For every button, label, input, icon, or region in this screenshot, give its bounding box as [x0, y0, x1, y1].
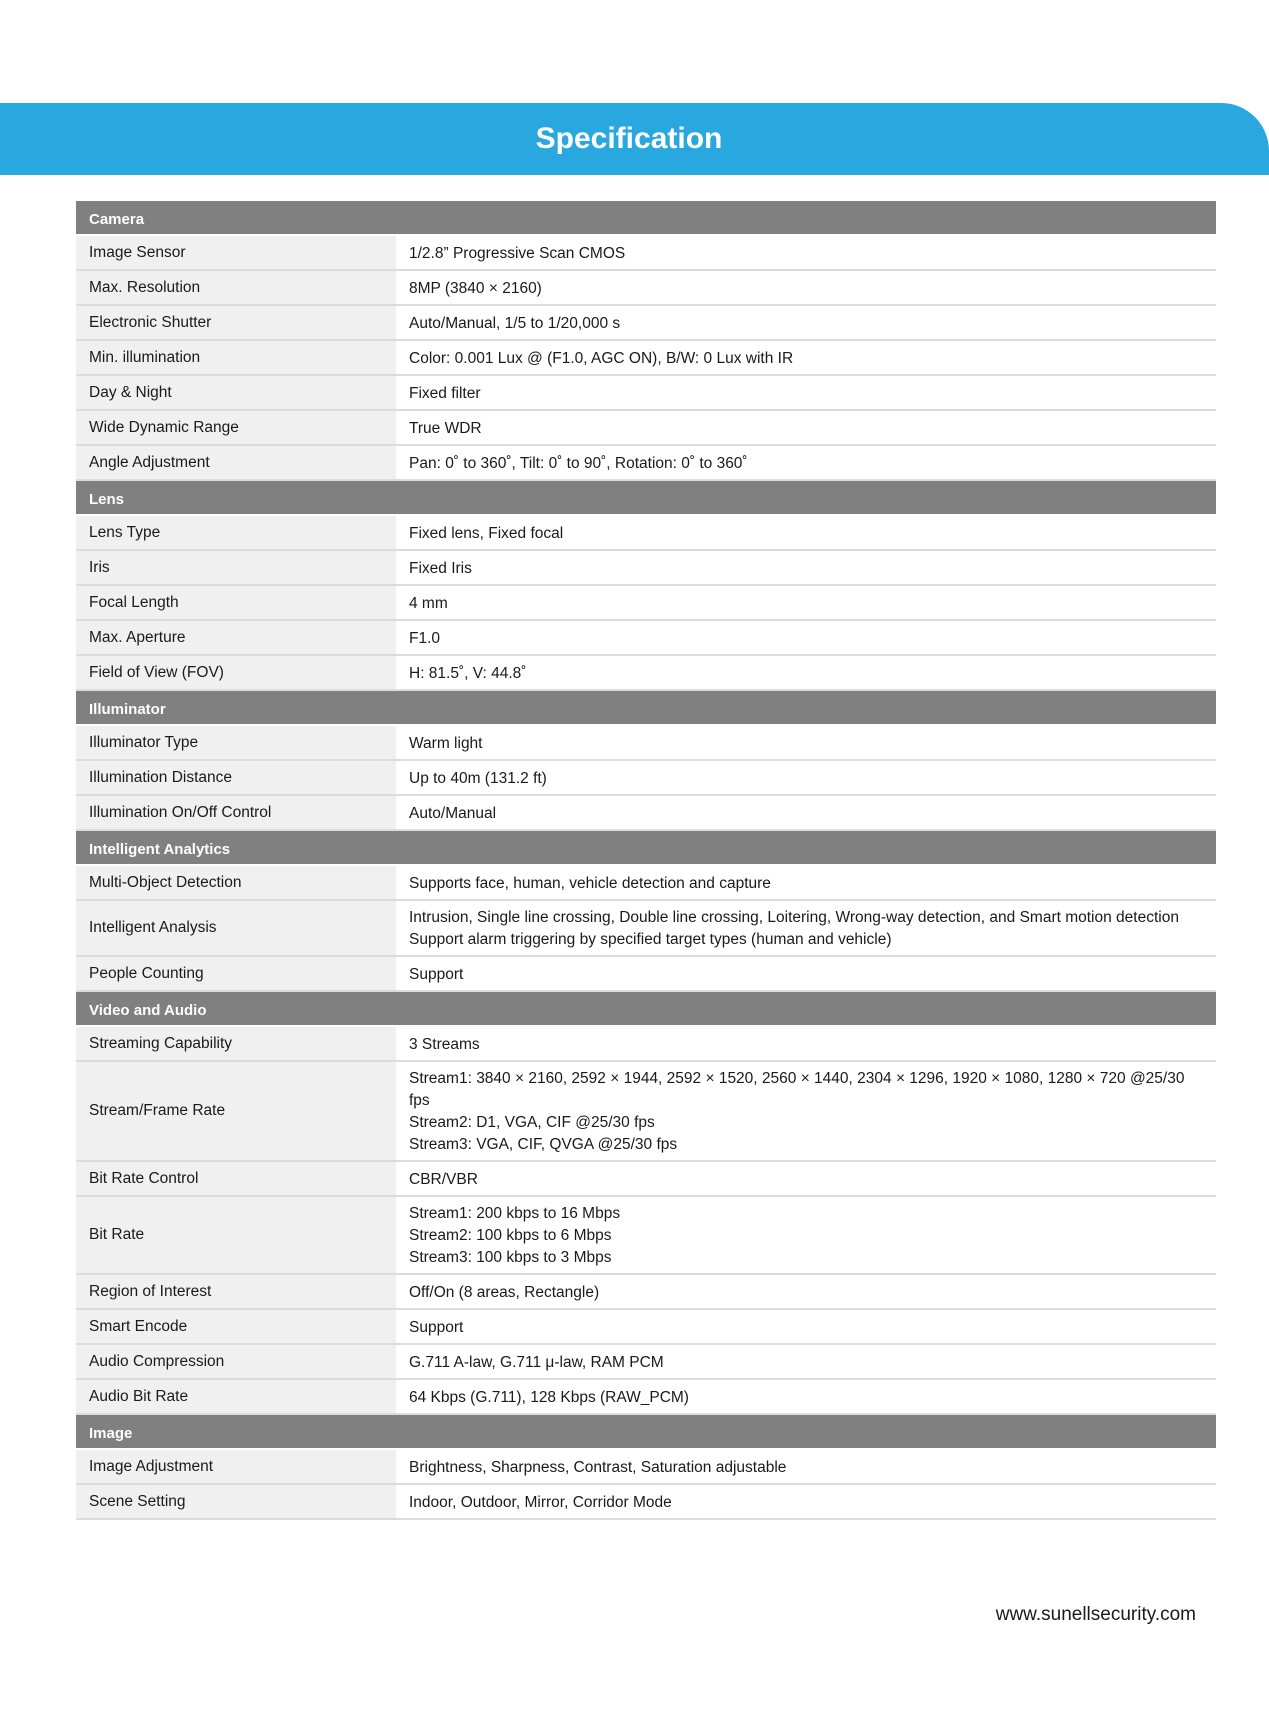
spec-row	[76, 1310, 1216, 1345]
spec-value	[397, 1027, 1216, 1060]
spec-row	[76, 796, 1216, 831]
section-header: Camera	[76, 201, 1216, 236]
spec-label: Day & Night	[76, 376, 397, 409]
spec-value-line: 3 Streams	[409, 1035, 480, 1053]
spec-value	[397, 656, 1216, 689]
spec-row	[76, 726, 1216, 761]
spec-value	[397, 446, 1216, 479]
spec-row	[76, 516, 1216, 551]
spec-value-line: Auto/Manual	[409, 804, 497, 822]
spec-value-line: Stream3: 100 kbps to 3 Mbps	[409, 1249, 612, 1266]
spec-value	[397, 1197, 1216, 1273]
spec-row	[76, 271, 1216, 306]
spec-row	[76, 341, 1216, 376]
spec-value-line: 1/2.8” Progressive Scan CMOS	[409, 244, 626, 262]
spec-label: Scene Setting	[76, 1485, 397, 1518]
spec-value-line: Stream1: 3840 × 2160, 2592 × 1944, 2592 × 1520, 2560 × 1440, 2304 × 1296, 1920 × 1080, 1280 × 720 @25/30 fps	[409, 1070, 1185, 1109]
spec-value-line: Auto/Manual, 1/5 to 1/20,000 s	[409, 314, 621, 332]
spec-row	[76, 236, 1216, 271]
page-title: Specification	[535, 122, 723, 155]
spec-label: Audio Compression	[76, 1345, 397, 1378]
spec-value	[397, 551, 1216, 584]
spec-value-line: Brightness, Sharpness, Contrast, Saturation adjustable	[409, 1458, 787, 1476]
section-header: Video and Audio	[76, 992, 1216, 1027]
spec-value-line: Stream1: 200 kbps to 16 Mbps	[409, 1205, 621, 1222]
spec-value	[397, 586, 1216, 619]
title-banner	[0, 103, 1269, 175]
spec-row	[76, 1027, 1216, 1062]
spec-label: Min. illumination	[76, 341, 397, 374]
spec-label: Field of View (FOV)	[76, 656, 397, 689]
spec-row	[76, 656, 1216, 691]
spec-label: Intelligent Analysis	[76, 901, 397, 955]
spec-label: Focal Length	[76, 586, 397, 619]
spec-label: Iris	[76, 551, 397, 584]
spec-label: Region of Interest	[76, 1275, 397, 1308]
spec-value	[397, 726, 1216, 759]
spec-label: Multi-Object Detection	[76, 866, 397, 899]
spec-value	[397, 411, 1216, 444]
spec-value-line: Stream2: 100 kbps to 6 Mbps	[409, 1227, 612, 1244]
spec-value	[397, 866, 1216, 899]
spec-row	[76, 1197, 1216, 1275]
spec-label: Smart Encode	[76, 1310, 397, 1343]
spec-label: Illumination On/Off Control	[76, 796, 397, 829]
spec-label: Electronic Shutter	[76, 306, 397, 339]
spec-value-line: True WDR	[409, 419, 482, 437]
spec-value-line: Color: 0.001 Lux @ (F1.0, AGC ON), B/W: 0 Lux with IR	[409, 349, 794, 367]
spec-value	[397, 1380, 1216, 1413]
footer-website: www.sunellsecurity.com	[995, 1604, 1196, 1625]
spec-value-line: Supports face, human, vehicle detection and capture	[409, 874, 771, 892]
spec-row	[76, 411, 1216, 446]
spec-row	[76, 1162, 1216, 1197]
spec-row	[76, 901, 1216, 957]
spec-value	[397, 376, 1216, 409]
spec-label: Bit Rate Control	[76, 1162, 397, 1195]
spec-row	[76, 1345, 1216, 1380]
spec-row	[76, 866, 1216, 901]
spec-row	[76, 1485, 1216, 1520]
spec-value-line: 8MP (3840 × 2160)	[409, 279, 542, 297]
spec-label: Bit Rate	[76, 1197, 397, 1273]
spec-value-line: Stream2: D1, VGA, CIF @25/30 fps	[409, 1114, 655, 1131]
spec-label: People Counting	[76, 957, 397, 990]
section-header: Image	[76, 1415, 1216, 1450]
spec-value	[397, 516, 1216, 549]
spec-row	[76, 1275, 1216, 1310]
spec-label: Image Adjustment	[76, 1450, 397, 1483]
spec-row	[76, 957, 1216, 992]
spec-row	[76, 306, 1216, 341]
spec-value	[397, 1485, 1216, 1518]
spec-label: Wide Dynamic Range	[76, 411, 397, 444]
spec-value-line: G.711 A-law, G.711 μ-law, RAM PCM	[409, 1353, 664, 1371]
spec-row	[76, 446, 1216, 481]
spec-value-line: Fixed lens, Fixed focal	[409, 524, 564, 542]
spec-value-line: CBR/VBR	[409, 1170, 478, 1188]
spec-value-line: Warm light	[409, 734, 483, 752]
spec-label: Angle Adjustment	[76, 446, 397, 479]
spec-label: Streaming Capability	[76, 1027, 397, 1060]
spec-value-line: Stream3: VGA, CIF, QVGA @25/30 fps	[409, 1136, 678, 1153]
spec-label: Stream/Frame Rate	[76, 1062, 397, 1160]
spec-row	[76, 761, 1216, 796]
spec-row	[76, 586, 1216, 621]
spec-value	[397, 1450, 1216, 1483]
spec-value	[397, 1062, 1216, 1160]
spec-label: Illuminator Type	[76, 726, 397, 759]
spec-label: Image Sensor	[76, 236, 397, 269]
spec-value	[397, 1345, 1216, 1378]
spec-value	[397, 271, 1216, 304]
spec-label: Illumination Distance	[76, 761, 397, 794]
spec-row	[76, 551, 1216, 586]
spec-label: Max. Resolution	[76, 271, 397, 304]
spec-value-line: Fixed filter	[409, 384, 481, 402]
section-header: Intelligent Analytics	[76, 831, 1216, 866]
section-header: Illuminator	[76, 691, 1216, 726]
spec-value	[397, 236, 1216, 269]
spec-value-line: Pan: 0˚ to 360˚, Tilt: 0˚ to 90˚, Rotation: 0˚ to 360˚	[409, 454, 748, 472]
spec-value-line: H: 81.5˚, V: 44.8˚	[409, 664, 527, 682]
spec-value	[397, 341, 1216, 374]
spec-value-line: Support	[409, 1318, 464, 1336]
spec-table	[76, 201, 1216, 1520]
spec-row	[76, 376, 1216, 411]
spec-value-line: Indoor, Outdoor, Mirror, Corridor Mode	[409, 1493, 672, 1511]
spec-value	[397, 1275, 1216, 1308]
spec-label: Audio Bit Rate	[76, 1380, 397, 1413]
spec-value	[397, 761, 1216, 794]
spec-value-line: Support	[409, 965, 464, 983]
spec-value	[397, 621, 1216, 654]
spec-value	[397, 796, 1216, 829]
spec-label: Lens Type	[76, 516, 397, 549]
spec-value-line: Off/On (8 areas, Rectangle)	[409, 1283, 600, 1301]
section-header: Lens	[76, 481, 1216, 516]
spec-value	[397, 957, 1216, 990]
spec-row	[76, 1062, 1216, 1162]
spec-value-line: F1.0	[409, 629, 441, 647]
spec-value-line: Fixed Iris	[409, 559, 472, 577]
spec-value	[397, 306, 1216, 339]
spec-label: Max. Aperture	[76, 621, 397, 654]
spec-value-line: 4 mm	[409, 594, 448, 612]
spec-value-line: Intrusion, Single line crossing, Double line crossing, Loitering, Wrong-way detection, and Smart motion detection	[409, 909, 1179, 926]
spec-value-line: Up to 40m (131.2 ft)	[409, 769, 547, 787]
spec-row	[76, 621, 1216, 656]
spec-value	[397, 901, 1216, 955]
spec-row	[76, 1450, 1216, 1485]
spec-row	[76, 1380, 1216, 1415]
spec-value	[397, 1162, 1216, 1195]
spec-value	[397, 1310, 1216, 1343]
spec-value-line: Support alarm triggering by specified target types (human and vehicle)	[409, 931, 892, 948]
spec-value-line: 64 Kbps (G.711), 128 Kbps (RAW_PCM)	[409, 1388, 689, 1406]
